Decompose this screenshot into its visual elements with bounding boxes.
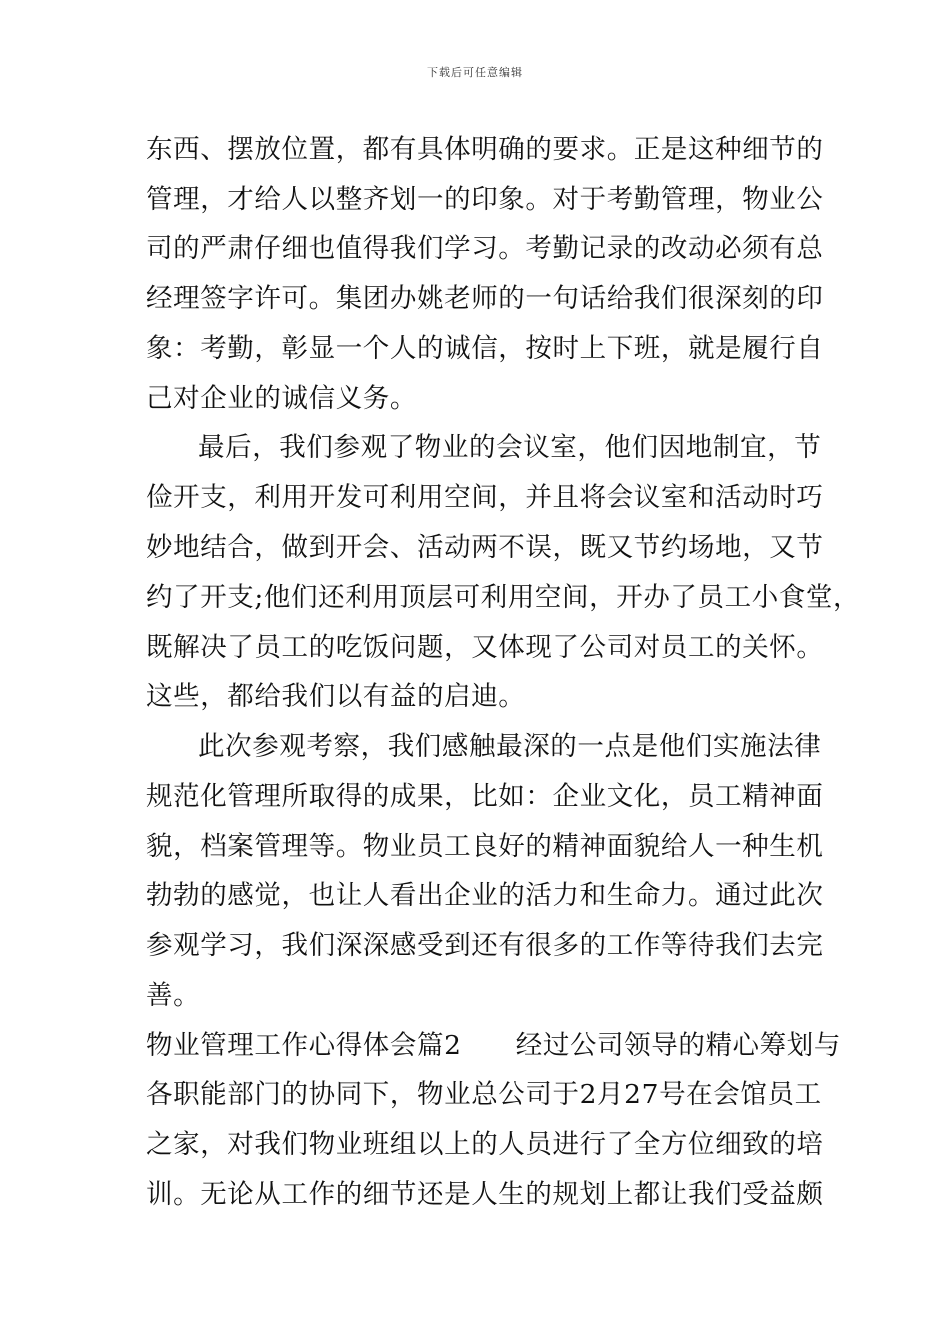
paragraph-first-line: 此次参观考察，我们感触最深的一点是他们实施法律 <box>198 731 822 762</box>
text-line: 约了开支;他们还利用顶层可利用空间，开办了员工小食堂， <box>146 582 861 613</box>
text-line: 经理签字许可。集团办姚老师的一句话给我们很深刻的印 <box>146 283 824 314</box>
text-line: 善。 <box>146 980 201 1011</box>
text-line: 象：考勤，彰显一个人的诚信，按时上下班，就是履行自 <box>146 333 824 364</box>
text-line: 规范化管理所取得的成果，比如：企业文化，员工精神面 <box>146 781 824 812</box>
text-line: 各职能部门的协同下，物业总公司于2月27号在会馆员工 <box>146 1079 822 1110</box>
text-line: 管理，才给人以整齐划一的印象。对于考勤管理，物业公 <box>146 184 824 215</box>
text-line: 参观学习，我们深深感受到还有很多的工作等待我们去完 <box>146 930 824 961</box>
text-line: 貌，档案管理等。物业员工良好的精神面貌给人一种生机 <box>146 831 824 862</box>
text-line: 妙地结合，做到开会、活动两不误，既又节约场地，又节 <box>146 532 824 563</box>
text-line: 之家，对我们物业班组以上的人员进行了全方位细致的培 <box>146 1129 824 1160</box>
page-header: 下载后可任意编辑 <box>427 66 523 79</box>
text-line: 司的严肃仔细也值得我们学习。考勤记录的改动必须有总 <box>146 233 824 264</box>
text-line: 勃勃的感觉，也让人看出企业的活力和生命力。通过此次 <box>146 880 824 911</box>
text-line: 己对企业的诚信义务。 <box>146 383 417 414</box>
text-line: 俭开支，利用开发可利用空间，并且将会议室和活动时巧 <box>146 482 824 513</box>
text-line: 既解决了员工的吃饭问题，又体现了公司对员工的关怀。 <box>146 632 824 663</box>
text-line: 东西、摆放位置，都有具体明确的要求。正是这种细节的 <box>146 134 824 165</box>
paragraph-first-line: 最后，我们参观了物业的会议室，他们因地制宜，节 <box>198 432 822 463</box>
text-line: 训。无论从工作的细节还是人生的规划上都让我们受益颇 <box>146 1179 824 1210</box>
section-heading-line: 物业管理工作心得体会篇2 经过公司领导的精心筹划与 <box>146 1030 841 1061</box>
text-line: 这些，都给我们以有益的启迪。 <box>146 681 526 712</box>
